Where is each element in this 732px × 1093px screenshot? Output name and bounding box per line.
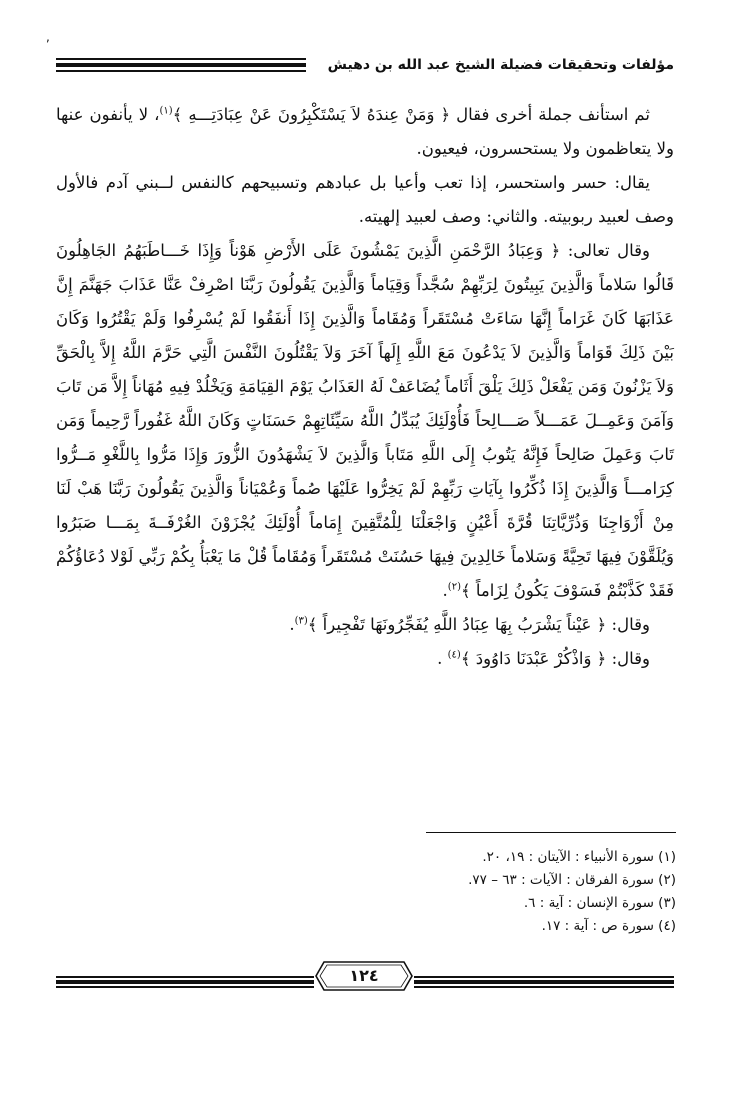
footnote-2: (٢) سورة الفرقان : الآيات : ٦٣ – ٧٧. [468,872,676,888]
paragraph-2: يقال: حسر واستحسر، إذا تعب وأعيا بل عبادهم وتسبيحهم كالنفس لــبني آدم فالأول وصف لعبيد ربوبيته. والثاني: وصف لعبيد إلهيته. [56,173,674,226]
quran-passage-furqan: وقال تعالى: ﴿ وَعِبَادُ الرَّحْمَنِ الَّذِينَ يَمْشُونَ عَلَى الأَرْضِ هَوْناً وَإِذَا خَـــاطَبَهُمُ الجَاهِلُونَ قَالُوا سَلاماً وَالَّذِينَ يَبِيتُونَ لِرَبِّهِمْ سُجَّداً وَقِيَاماً وَالَّذِينَ يَقُولُونَ رَبَّنَا اصْرِفْ عَنَّا عَذَابَ جَهَنَّمَ إِنَّ عَذَابَهَا كَانَ غَرَاماً إِنَّهَا سَاءَتْ مُسْتَقَراً وَمُقَاماً وَالَّذِينَ إِذَا أَنفَقُوا لَمْ يُسْرِفُوا وَلَمْ يَقْتُرُوا وَكَانَ بَيْنَ ذَلِكَ قَوَاماً وَالَّذِينَ لاَ يَدْعُونَ مَعَ اللَّهِ إِلَهاً آخَرَ وَلاَ يَقْتُلُونَ النَّفْسَ الَّتِي حَرَّمَ اللَّهُ إِلاَّ بِالْحَقِّ وَلاَ يَزْنُونَ وَمَن يَفْعَلْ ذَلِكَ يَلْقَ أَثَاماً يُضَاعَفْ لَهُ العَذَابُ يَوْمَ القِيَامَةِ وَيَخْلُدْ فِيهِ مُهَاناً إِلاَّ مَن تَابَ وَآمَنَ وَعَمِــلَ عَمَـــلاً صَـــالِحاً فَأُوْلَئِكَ يُبَدِّلُ اللَّهُ سَيِّئَاتِهِمْ حَسَنَاتٍ وَكَانَ اللَّهُ غَفُوراً رَّحِيماً وَمَن تَابَ وَعَمِلَ صَالِحاً فَإِنَّهُ يَتُوبُ إِلَى اللَّهِ مَتَاباً وَالَّذِينَ لاَ يَشْهَدُونَ الزُّورَ وَإِذَا مَرُّوا بِاللَّغْوِ مَــرُّوا كِرَامـــاً وَالَّذِينَ إِذَا ذُكِّرُوا بِآيَاتِ رَبِّهِمْ لَمْ يَخِرُّوا عَلَيْهَا صُماً وَعُمْيَاناً وَالَّذِينَ يَقُولُونَ رَبَّنَا هَبْ لَنَا مِنْ أَزْوَاجِنَا وَذُرِّيَّاتِنَا قُرَّةَ أَعْيُنٍ وَاجْعَلْنَا لِلْمُتَّقِينَ إِمَاماً أُوْلَئِكَ يُجْزَوْنَ الغُرْفَــةَ بِمَـــا صَبَرُوا وَيُلَقَّوْنَ فِيهَا تَحِيَّةً وَسَلاماً خَالِدِينَ فِيهَا حَسُنَتْ مُسْتَقَراً وَمُقَاماً قُلْ مَا يَعْبَأُ بِكُمْ رَبِّي لَوْلا دُعَاؤُكُمْ فَقَدْ كَذَّبْتُمْ فَسَوْفَ يَكُونُ لِزَاماً ﴾ [56,241,674,600]
footnotes [58,846,676,938]
page-number-frame [314,960,414,992]
footnote-1: (١) سورة الأنبياء : الآيتان : ١٩، ٢٠. [482,849,676,865]
header-title: مؤلفات وتحقيقات فضيلة الشيخ عبد الله بن دهيش [327,57,674,73]
footnote-ref-1: (١) [159,105,173,117]
paragraph-3: وقال تعالى: ﴿ وَعِبَادُ الرَّحْمَنِ الَّذِينَ يَمْشُونَ عَلَى الأَرْضِ هَوْناً وَإِذَا خَـــاطَبَهُمُ الجَاهِلُونَ قَالُوا سَلاماً وَالَّذِينَ يَبِيتُونَ لِرَبِّهِمْ سُجَّداً وَقِيَاماً وَالَّذِينَ يَقُولُونَ رَبَّنَا اصْرِفْ عَنَّا عَذَابَ جَهَنَّمَ إِنَّ عَذَابَهَا كَانَ غَرَاماً إِنَّهَا سَاءَتْ مُسْتَقَراً وَمُقَاماً وَالَّذِينَ إِذَا أَنفَقُوا لَمْ يُسْرِفُوا وَلَمْ يَقْتُرُوا وَكَانَ بَيْنَ ذَلِكَ قَوَاماً وَالَّذِينَ لاَ يَدْعُونَ مَعَ اللَّهِ إِلَهاً آخَرَ وَلاَ يَقْتُلُونَ النَّفْسَ الَّتِي حَرَّمَ اللَّهُ إِلاَّ بِالْحَقِّ وَلاَ يَزْنُونَ وَمَن يَفْعَلْ ذَلِكَ يَلْقَ أَثَاماً يُضَاعَفْ لَهُ العَذَابُ يَوْمَ القِيَامَةِ وَيَخْلُدْ فِيهِ مُهَاناً إِلاَّ مَن تَابَ وَآمَنَ وَعَمِــلَ عَمَـــلاً صَـــالِحاً فَأُوْلَئِكَ يُبَدِّلُ اللَّهُ سَيِّئَاتِهِمْ حَسَنَاتٍ وَكَانَ اللَّهُ غَفُوراً رَّحِيماً وَمَن تَابَ وَعَمِلَ صَالِحاً فَإِنَّهُ يَتُوبُ إِلَى اللَّهِ مَتَاباً وَالَّذِينَ لاَ يَشْهَدُونَ الزُّورَ وَإِذَا مَرُّوا بِاللَّغْوِ مَــرُّوا كِرَامـــاً وَالَّذِينَ إِذَا ذُكِّرُوا بِآيَاتِ رَبِّهِمْ لَمْ يَخِرُّوا عَلَيْهَا صُماً وَعُمْيَاناً وَالَّذِينَ يَقُولُونَ رَبَّنَا هَبْ لَنَا مِنْ أَزْوَاجِنَا وَذُرِّيَّاتِنَا قُرَّةَ أَعْيُنٍ وَاجْعَلْنَا لِلْمُتَّقِينَ إِمَاماً أُوْلَئِكَ يُجْزَوْنَ الغُرْفَــةَ بِمَـــا صَبَرُوا وَيُلَقَّوْنَ فِيهَا تَحِيَّةً وَسَلاماً خَالِدِينَ فِيهَا حَسُنَتْ مُسْتَقَراً وَمُقَاماً قُلْ مَا يَعْبَأُ بِكُمْ رَبِّي لَوْلا دُعَاؤُكُمْ فَقَدْ كَذَّبْتُمْ فَسَوْفَ يَكُونُ لِزَاماً ﴾$^{(٢)}$. [56,241,674,600]
page-number: ١٢٤ [349,966,379,985]
paragraph-1-tail: ، لا يأنفون عنها ولا يتعاظمون ولا يستحسرون، فيعيون. [56,105,674,158]
footnote-3: (٣) سورة الإنسان : آية : ٦. [523,895,676,911]
scan-mark: , [46,30,50,44]
quran-passage-insan: وقال: ﴿ عَيْناً يَشْرَبُ بِهَا عِبَادُ اللَّهِ يُفَجِّرُونَهَا تَفْجِيراً ﴾ [307,615,650,634]
paragraph-5: وقال: ﴿ وَاذْكُرْ عَبْدَنَا دَاوُودَ ﴾$^{(٤)}$ . [437,649,650,668]
footnote-ref-4: (٤) [447,649,461,661]
paragraph-4: وقال: ﴿ عَيْناً يَشْرَبُ بِهَا عِبَادُ اللَّهِ يُفَجِّرُونَهَا تَفْجِيراً ﴾$^{(٣)}$. [289,615,650,634]
main-text [56,98,674,676]
footnote-ref-3: (٣) [294,615,308,627]
header-rule-thick [56,63,306,67]
quran-passage-sad: وقال: ﴿ وَاذْكُرْ عَبْدَنَا دَاوُودَ ﴾ [460,649,650,668]
page-footer [56,954,674,994]
paragraph-1-text: ثم استأنف جملة أخرى فقال ﴿ وَمَنْ عِندَهُ لاَ يَسْتَكْبِرُونَ عَنْ عِبَادَتِـــهِ ﴾ [172,105,650,124]
running-header [56,54,674,78]
footnote-divider [426,832,676,833]
footnote-ref-2: (٢) [447,581,461,593]
header-rule-thin-top [56,58,306,60]
footnote-4: (٤) سورة ص : آية : ١٧. [541,918,676,934]
header-rule-thin-bottom [56,70,306,72]
header-rules [56,58,306,72]
paragraph-1 [56,98,674,166]
